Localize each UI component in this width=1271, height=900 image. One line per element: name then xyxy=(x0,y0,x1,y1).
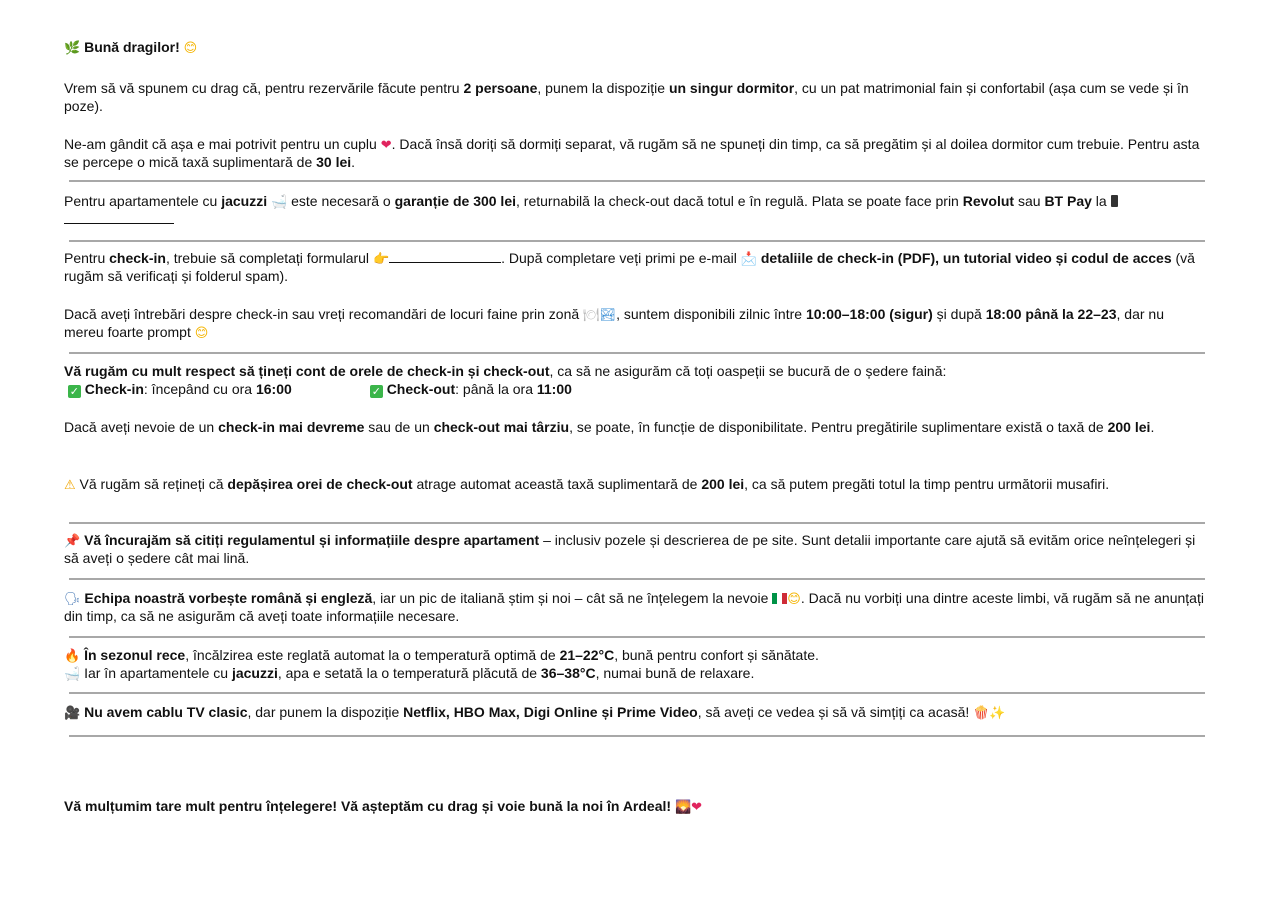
heart-icon: ❤ xyxy=(691,800,703,815)
check-mark-icon: ✓ xyxy=(69,385,79,398)
bold-checkin: check-in xyxy=(109,250,166,266)
text: , să aveți ce vedea și să vă simțiți ca acasă! xyxy=(697,704,974,720)
greeting xyxy=(64,38,1206,56)
divider xyxy=(69,636,1205,638)
popcorn-icon: 🍿 xyxy=(973,706,990,721)
pointing-hand-icon: 👉 xyxy=(372,252,390,267)
email-icon: 📩 xyxy=(740,252,757,267)
text: Ne-am gândit că așa e mai potrivit pentru un cuplu xyxy=(64,136,381,152)
text: . xyxy=(1150,419,1155,435)
bold-checkin-details: detaliile de check-in (PDF), un tutorial video și codul de acces xyxy=(760,250,1172,266)
heart-icon: ❤ xyxy=(380,138,392,153)
form-link-blank[interactable] xyxy=(389,249,501,263)
check-mark-icon: ✓ xyxy=(371,385,381,398)
bold-single-bedroom: un singur dormitor xyxy=(668,80,795,96)
text: și după xyxy=(932,306,986,322)
paragraph-tv xyxy=(64,703,1206,721)
text: , iar un pic de italiană știm și noi – cât să ne înțelegem la nevoie xyxy=(372,590,773,606)
bold-fee: 200 lei xyxy=(1107,419,1151,435)
closing-text: Vă mulțumim tare mult pentru înțelegere! Vă așteptăm cu drag și voie bună la noi în Ardeal! xyxy=(64,798,675,814)
paragraph-checkin-form xyxy=(64,249,1206,285)
checkout-time: 11:00 xyxy=(536,381,572,397)
text: Vă rugăm să rețineți că xyxy=(75,476,228,492)
herb-icon: 🌿 xyxy=(64,41,81,56)
text: este necesară o xyxy=(287,193,395,209)
divider xyxy=(69,240,1205,242)
checkin-time: 16:00 xyxy=(255,381,292,397)
paragraph-early-checkin xyxy=(64,418,1206,436)
text: , dar nu mereu foarte prompt xyxy=(64,306,1164,340)
paragraph-hours xyxy=(64,362,1206,398)
text: : până la ora xyxy=(455,381,537,397)
closing xyxy=(64,797,1206,815)
divider xyxy=(69,692,1205,694)
text: , apa e setată la o temperatură plăcută de xyxy=(277,665,541,681)
text: , ca să putem pregăti totul la timp pentru următorii musafiri. xyxy=(744,476,1110,492)
text: (vă rugăm să verificați și folderul spam). xyxy=(64,250,1195,284)
divider xyxy=(69,352,1205,354)
bold-temperature: 21–22°C xyxy=(559,647,615,663)
paragraph-rules xyxy=(64,531,1206,567)
text: , bună pentru confort și sănătate. xyxy=(614,647,819,663)
paragraph-rooms xyxy=(64,79,1206,115)
text: , returnabilă la check-out dacă totul e în regulă. Plata se poate face prin xyxy=(516,193,963,209)
text: , cu un pat matrimonial fain și confortabil (așa cum se vede și în poze). xyxy=(64,80,1189,114)
text: Vrem să vă spunem cu drag că, pentru rezervările făcute pentru xyxy=(64,80,464,96)
text: . Dacă însă doriți să dormiți separat, vă rugăm să ne spuneți din timp, ca să pregătim și al doilea dormitor cum trebuie. Pentru asta se percepe o mică taxă suplimentară de xyxy=(64,136,1200,170)
bold-languages: Echipa noastră vorbește română și engleză xyxy=(80,590,373,606)
bold-evening-hours: 18:00 până la 22–23 xyxy=(985,306,1117,322)
bold-no-cable: Nu avem cablu TV clasic xyxy=(80,704,248,720)
bold-hours: 10:00–18:00 (sigur) xyxy=(805,306,933,322)
text: Pentru xyxy=(64,250,110,266)
text: Dacă aveți întrebări despre check-in sau vreți recomandări de locuri faine prin zonă xyxy=(64,306,584,322)
warning-icon: ⚠ xyxy=(64,478,76,493)
text: , dar punem la dispoziție xyxy=(247,704,404,720)
paragraph-couple xyxy=(64,135,1206,171)
bold-fee: 30 lei xyxy=(316,154,352,170)
landscape-icon: 🏞 xyxy=(599,308,617,323)
text: , ca să ne asigurăm că toți oaspeții se bucură de o ședere faină: xyxy=(549,363,947,379)
text: – inclusiv pozele și descrierea de pe site. Sunt detalii importante care ajută să evităm orice neînțelegeri și să aveți o ședere cât mai lină. xyxy=(64,532,1196,566)
checkout-label: Check-out xyxy=(386,381,456,397)
bold-guarantee: garanție de 300 lei xyxy=(394,193,517,209)
bold-rules: Vă încurajăm să citiți regulamentul și informațiile despre apartament xyxy=(80,532,540,548)
text: , suntem disponibili zilnic între xyxy=(616,306,806,322)
text: , numai bună de relaxare. xyxy=(595,665,755,681)
smiling-face-icon: 😊 xyxy=(787,592,801,607)
bold-jacuzzi: jacuzzi xyxy=(221,193,268,209)
text: , trebuie să completați formularul xyxy=(165,250,373,266)
text: : începând cu ora xyxy=(143,381,256,397)
text: Pentru apartamentele cu xyxy=(64,193,222,209)
text: atrage automat această taxă suplimentară de xyxy=(412,476,702,492)
text: , se poate, în funcție de disponibilitate. Pentru pregătirile suplimentare există o taxă de xyxy=(569,419,1108,435)
mobile-phone-icon xyxy=(1111,195,1118,207)
text: la xyxy=(1091,193,1111,209)
bold-early-checkin: check-in mai devreme xyxy=(218,419,365,435)
bold-fee: 200 lei xyxy=(701,476,745,492)
divider xyxy=(69,180,1205,182)
text: , punem la dispoziție xyxy=(537,80,669,96)
sparkles-icon: ✨ xyxy=(989,706,1006,721)
text: . xyxy=(351,154,356,170)
paragraph-jacuzzi xyxy=(64,192,1206,228)
bold-revolut: Revolut xyxy=(962,193,1015,209)
bold-streaming-services: Netflix, HBO Max, Digi Online și Prime Video xyxy=(403,704,698,720)
bold-water-temperature: 36–38°C xyxy=(540,665,596,681)
bold-jacuzzi: jacuzzi xyxy=(231,665,278,681)
smiling-face-icon: 😊 xyxy=(194,326,209,341)
text: . După completare veți primi pe e-mail xyxy=(501,250,741,266)
text: sau de un xyxy=(364,419,434,435)
sunset-icon: 🌄 xyxy=(674,800,692,815)
paragraph-language xyxy=(64,589,1206,625)
paragraph-heating xyxy=(64,646,1206,682)
bold-late-checkout: depășirea orei de check-out xyxy=(227,476,413,492)
divider xyxy=(69,522,1205,524)
bold-respect-hours: Vă rugăm cu mult respect să țineți cont de orele de check-in și check-out xyxy=(64,363,550,379)
movie-camera-icon: 🎥 xyxy=(64,706,81,721)
bold-persons: 2 persoane xyxy=(463,80,538,96)
text: sau xyxy=(1014,193,1045,209)
divider xyxy=(69,578,1205,580)
divider xyxy=(69,735,1205,737)
text: Iar în apartamentele cu xyxy=(80,665,232,681)
pushpin-icon: 📌 xyxy=(64,534,81,549)
italy-flag-icon xyxy=(772,590,787,601)
smiling-face-icon: 😊 xyxy=(183,41,198,56)
greeting-text: Bună dragilor! xyxy=(84,39,180,55)
payment-link-blank[interactable] xyxy=(64,210,174,224)
plate-icon: 🍽 xyxy=(583,308,600,323)
bold-late-checkout: check-out mai târziu xyxy=(433,419,570,435)
text: . Dacă nu vorbiți una dintre aceste limbi, vă rugăm să ne anunțați din timp, ca să ne asigurăm că aveți toate informațiile necesare. xyxy=(64,590,1204,624)
bathtub-icon: 🛁 xyxy=(271,195,288,210)
paragraph-questions xyxy=(64,305,1206,341)
bold-btpay: BT Pay xyxy=(1044,193,1092,209)
bathtub-icon: 🛁 xyxy=(64,667,81,682)
text: Dacă aveți nevoie de un xyxy=(64,419,219,435)
bold-cold-season: În sezonul rece xyxy=(80,647,186,663)
speaking-head-icon: 🗣 xyxy=(64,592,81,607)
checkin-label: Check-in xyxy=(84,381,144,397)
text: , încălzirea este reglată automat la o temperatură optimă de xyxy=(185,647,560,663)
fire-icon: 🔥 xyxy=(64,649,81,664)
paragraph-warning xyxy=(64,475,1206,493)
